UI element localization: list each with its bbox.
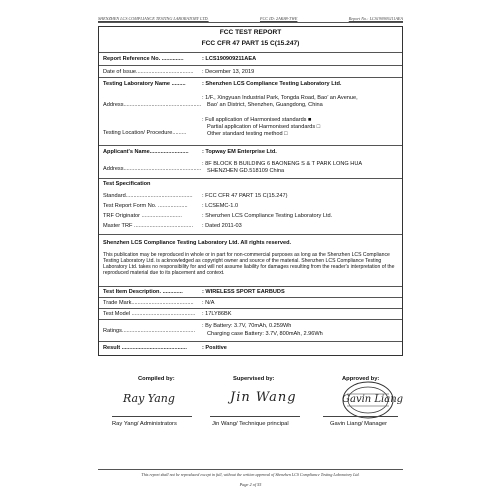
footer-disclaimer: This report shall not be reproduced except in full, without the written approval of Shenzhen LCS Compliance Testing Laboratory Ltd. bbox=[98, 469, 403, 477]
report-title: FCC TEST REPORT bbox=[219, 29, 282, 36]
copyright-paragraph: This publication may be reproduced in whole or in part for non-commercial purposes as long as the Shenzhen LCS Compliance Testing Laboratory Ltd. is acknowledged as copyright owner and source of the material. Shenzhen LCS Compliance Testing Laboratory Ltd. takes no responsibility for and will not assume liability for damages resulting from the reader's interpretation of the reproduced material due to its placement and context. bbox=[103, 252, 395, 276]
rights-block bbox=[99, 235, 402, 287]
applicant-address-line2: SHENZHEN GD.518109 China bbox=[207, 168, 285, 174]
lab-address-line1: : 1/F., Xingyuan Industrial Park, Tongda Road, Bao’ an Avenue, bbox=[202, 95, 358, 101]
standard-label: Standard........................................... bbox=[103, 193, 193, 199]
result-value: : Positive bbox=[202, 345, 227, 351]
standard-value: : FCC CFR 47 PART 15 C(15.247) bbox=[202, 193, 288, 199]
trf-originator-value: : Shenzhen LCS Compliance Testing Laboratory Ltd. bbox=[202, 213, 333, 219]
item-row bbox=[99, 287, 402, 298]
location-label: Testing Location/ Procedure......... bbox=[103, 130, 187, 136]
issue-label: Date of Issue..................................... bbox=[103, 69, 194, 75]
page-number: Page 2 of 55 bbox=[239, 482, 262, 487]
applicant-address-line1: : 8F BLOCK B BUILDING 6 BAONENG S & T PARK LONG HUA bbox=[202, 161, 363, 167]
applicant-address-label: Address.................................................. bbox=[103, 166, 202, 172]
location-line2: Partial application of Harmonised standards □ bbox=[207, 124, 321, 130]
approved-by-label: Approved by: bbox=[342, 376, 380, 382]
applicant-block bbox=[99, 146, 402, 179]
approved-signature: Gavin Liang bbox=[342, 394, 404, 405]
signature-area bbox=[98, 358, 403, 438]
issue-value: : December 13, 2019 bbox=[202, 69, 255, 75]
report-ref-row bbox=[99, 53, 402, 66]
location-line3: Other standard testing method □ bbox=[207, 131, 288, 137]
compiled-signature-line bbox=[112, 416, 192, 417]
master-trf-label: Master TRF ...................................... bbox=[103, 223, 194, 229]
item-value: : WIRELESS SPORT EARBUDS bbox=[202, 289, 285, 295]
model-value: : 17LY86BK bbox=[202, 311, 232, 317]
lab-name-value: : Shenzhen LCS Compliance Testing Laboratory Ltd. bbox=[202, 81, 342, 87]
rights-heading: Shenzhen LCS Compliance Testing Laboratory Ltd. All rights reserved. bbox=[103, 240, 292, 246]
form-label: Test Report Form No. ................... bbox=[103, 203, 188, 209]
approved-signature-line bbox=[323, 416, 398, 417]
lab-block bbox=[99, 78, 402, 146]
approved-name: Gavin Liang/ Manager bbox=[330, 421, 388, 427]
trademark-row bbox=[99, 298, 402, 309]
ratings-line1: : By Battery: 3.7V, 70mAh, 0.259Wh bbox=[202, 323, 292, 329]
report-frame bbox=[98, 26, 403, 356]
compiled-by-label: Compiled by: bbox=[138, 376, 175, 382]
lab-address-label: Address.................................................. bbox=[103, 102, 202, 108]
location-line1: : Full application of Harmonised standards ■ bbox=[202, 117, 312, 123]
report-subtitle: FCC CFR 47 PART 15 C(15.247) bbox=[201, 40, 300, 47]
applicant-label: Applicant's Name......................... bbox=[103, 149, 189, 155]
specification-title: Test Specification bbox=[103, 181, 151, 187]
compiled-name: Ray Yang/ Administrators bbox=[112, 421, 177, 427]
lab-name-label: Testing Laboratory Name ......... bbox=[103, 81, 186, 87]
result-row bbox=[99, 342, 402, 355]
ratings-label: Ratings............................................... bbox=[103, 328, 196, 334]
header-company: SHENZHEN LCS COMPLIANCE TESTING LABORATORY LTD. bbox=[98, 16, 209, 21]
ratings-row bbox=[99, 320, 402, 342]
item-label: Test Item Description. ............. bbox=[103, 289, 183, 295]
compiled-signature: Ray Yang bbox=[123, 392, 175, 405]
form-value: : LCSEMC-1.0 bbox=[202, 203, 239, 209]
header-report-no: Report No.: LCS190909211AEA bbox=[348, 16, 403, 21]
specification-block bbox=[99, 179, 402, 235]
supervised-signature-line bbox=[210, 416, 300, 417]
report-ref-label: Report Reference No. .............. bbox=[103, 56, 184, 62]
supervised-by-label: Supervised by: bbox=[233, 376, 275, 382]
ratings-line2: Charging case Battery: 3.7V, 800mAh, 2.96Wh bbox=[207, 331, 323, 337]
header-fcc-id: FCC ID: 2AK88-TWE bbox=[259, 16, 298, 21]
lab-address-line2: Bao’ an District, Shenzhen, Guangdong, China bbox=[207, 102, 323, 108]
applicant-value: : Topway EM Enterprise Ltd. bbox=[202, 149, 277, 155]
supervised-name: Jin Wang/ Technique principal bbox=[212, 421, 289, 427]
supervised-signature: Jin Wang bbox=[230, 390, 297, 405]
issue-row bbox=[99, 66, 402, 78]
report-ref-value: : LCS190909211AEA bbox=[202, 56, 257, 62]
model-row bbox=[99, 309, 402, 320]
result-label: Result .......................................... bbox=[103, 345, 187, 351]
page-header bbox=[98, 11, 403, 23]
master-trf-value: : Dated 2011-03 bbox=[202, 223, 242, 229]
model-label: Test Model ......................................... bbox=[103, 311, 196, 317]
title-block bbox=[99, 27, 402, 53]
trademark-label: Trade Mark........................................ bbox=[103, 300, 194, 306]
trademark-value: : N/A bbox=[202, 300, 215, 306]
trf-originator-label: TRF Originator .......................... bbox=[103, 213, 182, 219]
